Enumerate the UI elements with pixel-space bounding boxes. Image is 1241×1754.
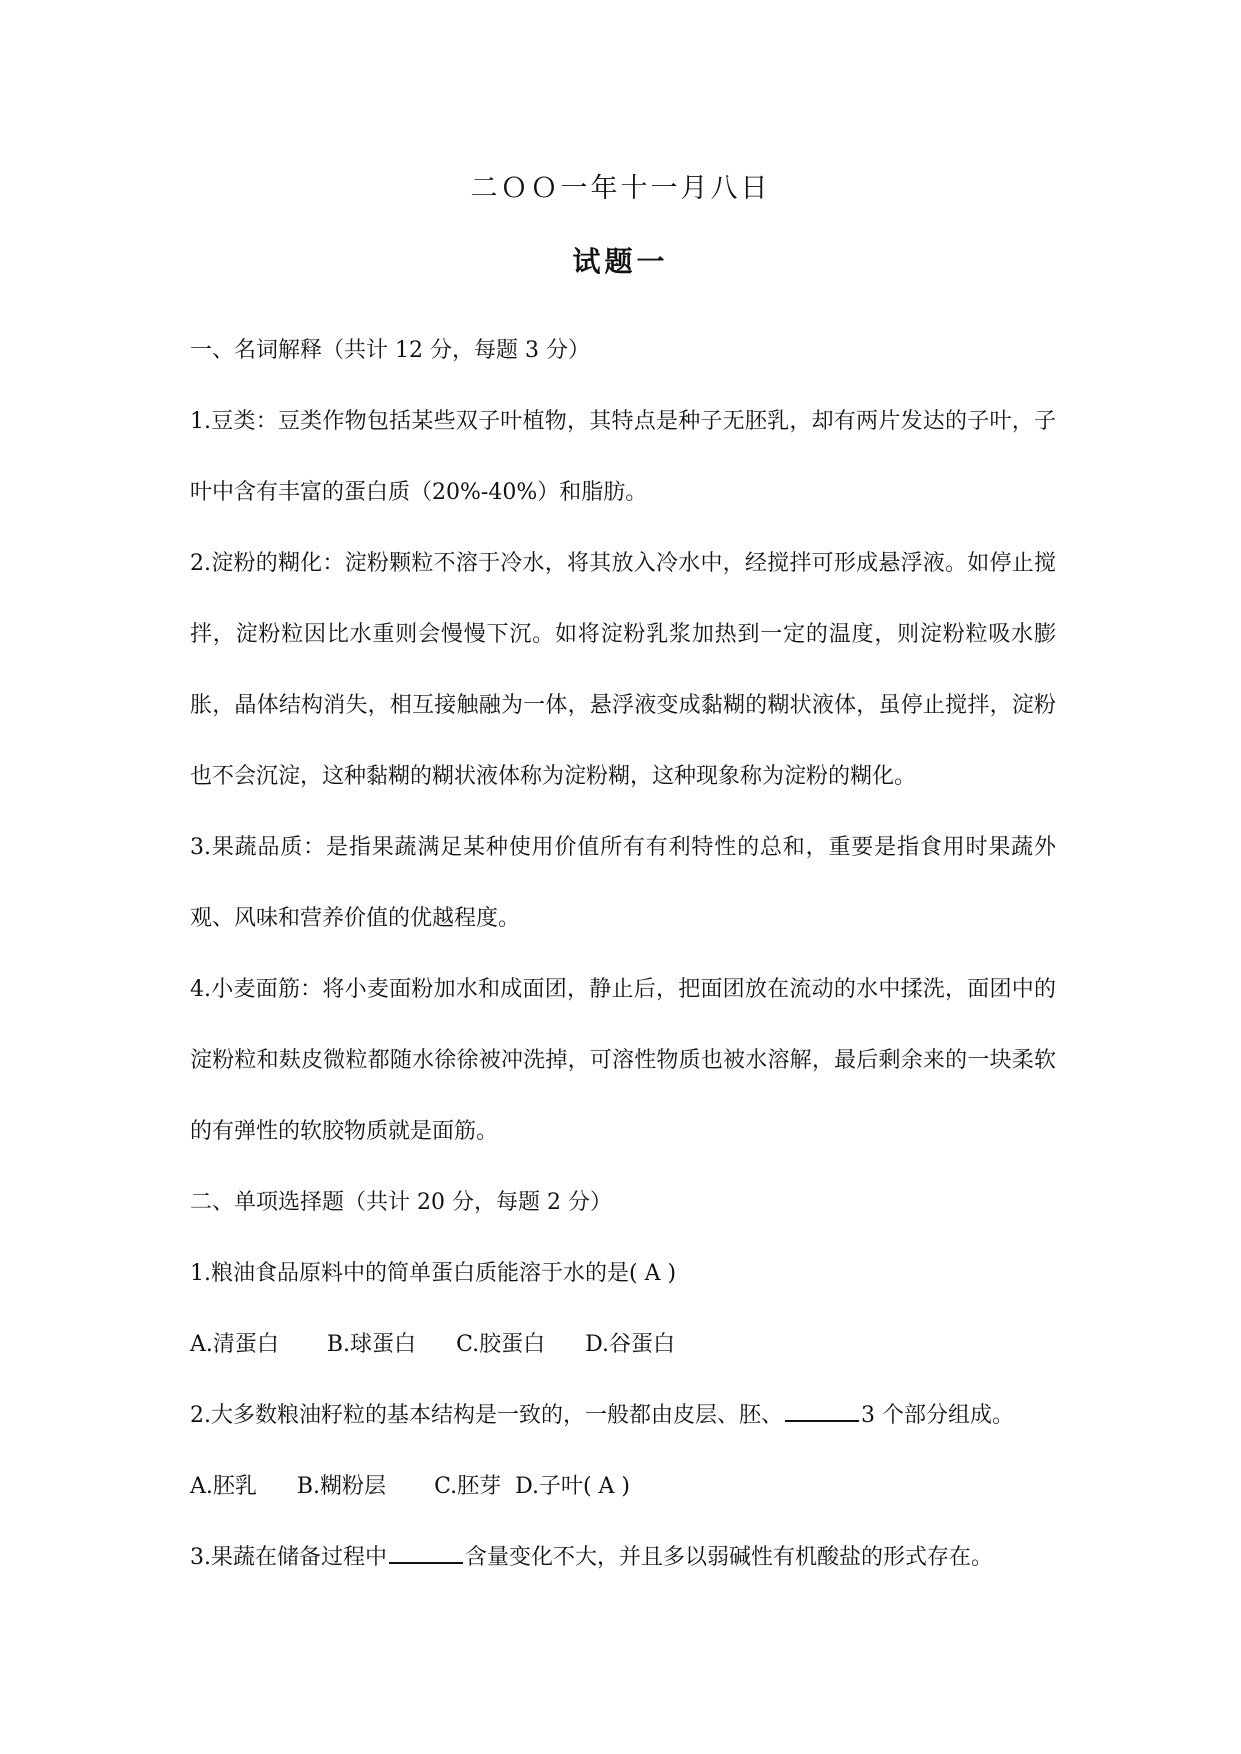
option-c: C.胶蛋白 bbox=[456, 1332, 546, 1357]
answer-blank bbox=[785, 1400, 859, 1422]
definition-item-legumes: 1.豆类：豆类作物包括某些双子叶植物，其特点是种子无胚乳，却有两片发达的子叶，子叶中含有丰富的蛋白质（20%-40%）和脂肪。 bbox=[190, 409, 1056, 505]
definition-item-produce-quality: 3.果蔬品质：是指果蔬满足某种使用价值所有有利特性的总和，重要是指食用时果蔬外观、风味和营养价值的优越程度。 bbox=[190, 835, 1056, 931]
choice-question-1: 1.粮油食品原料中的简单蛋白质能溶于水的是( A ) bbox=[190, 1261, 677, 1286]
section-heading-definitions: 一、名词解释（共计 12 分，每题 3 分） bbox=[190, 338, 590, 363]
option-a: A.胚乳 bbox=[190, 1474, 257, 1499]
definition-item-starch-gelatinization: 2.淀粉的糊化：淀粉颗粒不溶于冷水，将其放入冷水中，经搅拌可形成悬浮液。如停止搅拌，淀粉粒因比水重则会慢慢下沉。如将淀粉乳浆加热到一定的温度，则淀粉粒吸水膨胀，晶体结构消失，相互接触融为一体，悬浮液变成黏糊的糊状液体，虽停止搅拌，淀粉也不会沉淀，这种黏糊的糊状液体称为淀粉糊，这种现象称为淀粉的糊化。 bbox=[190, 551, 1056, 789]
document-body bbox=[190, 315, 1056, 1593]
choice-question-2-options bbox=[190, 1451, 1056, 1522]
choice-question-1-options bbox=[190, 1309, 1056, 1380]
option-b: B.糊粉层 bbox=[296, 1474, 387, 1499]
exam-date: 二ＯＯ一年十一月八日 bbox=[470, 173, 771, 204]
option-b: B.球蛋白 bbox=[326, 1332, 417, 1357]
choice-question-2 bbox=[190, 1380, 1056, 1451]
choice-question-3 bbox=[190, 1522, 1056, 1593]
question-text: 3 个部分组成。 bbox=[861, 1403, 1014, 1428]
section-heading-multiple-choice: 二、单项选择题（共计 20 分，每题 2 分） bbox=[190, 1190, 612, 1215]
question-text: 含量变化不大，并且多以弱碱性有机酸盐的形式存在。 bbox=[465, 1545, 994, 1570]
option-d: D.谷蛋白 bbox=[585, 1332, 675, 1357]
option-d: D.子叶( A ) bbox=[515, 1474, 630, 1499]
answer-blank bbox=[389, 1542, 463, 1564]
option-c: C.胚芽 bbox=[434, 1474, 502, 1499]
question-text: 2.大多数粮油籽粒的基本结构是一致的，一般都由皮层、胚、 bbox=[190, 1403, 783, 1428]
question-text: 3.果蔬在储备过程中 bbox=[190, 1545, 387, 1570]
exam-title: 试题一 bbox=[572, 245, 669, 278]
definition-item-wheat-gluten: 4.小麦面筋：将小麦面粉加水和成面团，静止后，把面团放在流动的水中揉洗，面团中的淀粉粒和麸皮微粒都随水徐徐被冲洗掉，可溶性物质也被水溶解，最后剩余来的一块柔软的有弹性的软胶物质就是面筋。 bbox=[190, 977, 1056, 1144]
option-a: A.清蛋白 bbox=[190, 1332, 279, 1357]
